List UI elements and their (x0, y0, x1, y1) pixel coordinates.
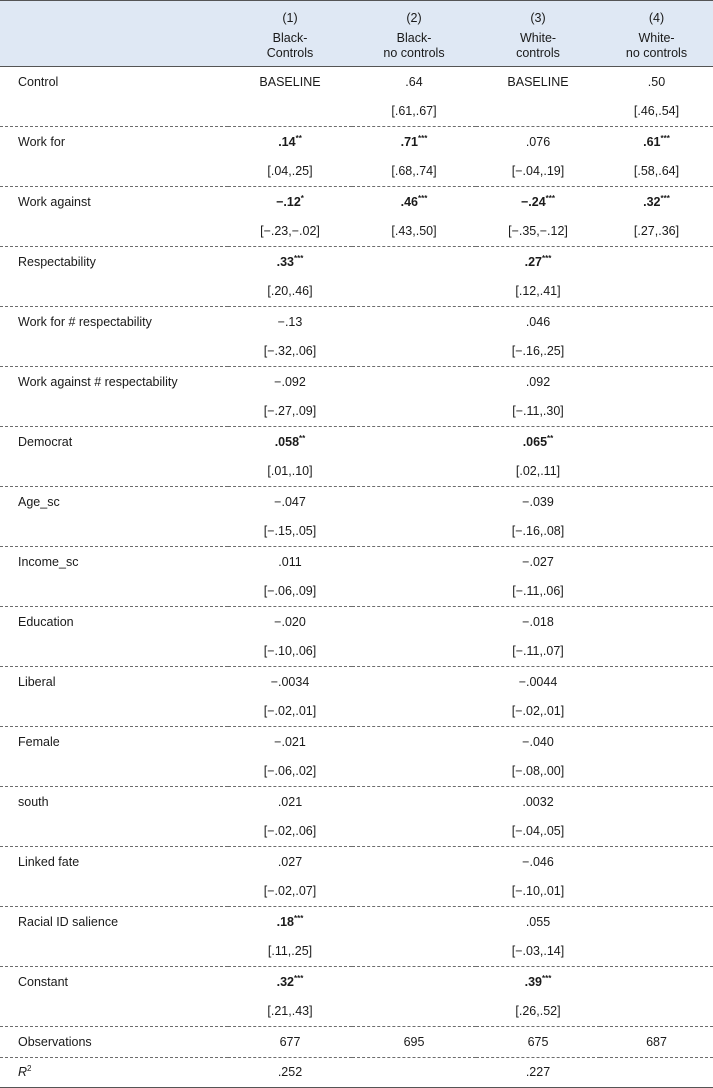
coefficient-value: −.12 (276, 194, 301, 209)
observations-row (0, 1027, 713, 1058)
r-squared-cell (600, 1057, 713, 1088)
coefficient-cell (228, 487, 352, 517)
confidence-interval-cell: [.43,.50] (352, 217, 476, 247)
confidence-interval-cell: [−.10,.06] (228, 637, 352, 667)
row-label: Age_sc (18, 494, 60, 509)
row-label: south (18, 794, 49, 809)
coefficient-cell (228, 787, 352, 817)
row-label: Work for # respectability (18, 314, 152, 329)
coefficient-value: −.046 (522, 854, 554, 869)
significance-stars: *** (660, 133, 670, 143)
table-row (0, 847, 713, 877)
r-squared-symbol: R (18, 1065, 28, 1080)
coefficient-value: .14 (278, 134, 296, 149)
row-label: Democrat (18, 434, 73, 449)
row-label: Female (18, 734, 60, 749)
coefficient-value: .092 (525, 374, 551, 389)
table-row (0, 277, 713, 307)
column-number: (3) (530, 11, 546, 25)
column-spec: no controls (383, 46, 445, 60)
coefficient-cell (352, 907, 476, 937)
row-label-empty (0, 397, 228, 427)
row-label-empty (0, 337, 228, 367)
confidence-interval-cell (600, 997, 713, 1027)
confidence-interval-cell (600, 517, 713, 547)
significance-stars: *** (542, 973, 552, 983)
coefficient-value: −.0044 (518, 674, 558, 689)
row-label-empty (0, 757, 228, 787)
observations-cell: 695 (352, 1027, 476, 1058)
coefficient-cell (352, 847, 476, 877)
confidence-interval-cell (600, 457, 713, 487)
coefficient-value: −.018 (522, 614, 554, 629)
confidence-interval-cell: [−.02,.06] (228, 817, 352, 847)
column-group: Black- (272, 31, 308, 45)
coefficient-cell (228, 727, 352, 757)
confidence-interval-cell: [−.11,.07] (476, 637, 600, 667)
coefficient-value: .46 (400, 194, 419, 209)
coefficient-cell (476, 667, 600, 697)
coefficient-cell (228, 307, 352, 337)
confidence-interval-cell: [.04,.25] (228, 157, 352, 187)
coefficient-cell (352, 67, 476, 97)
confidence-interval-cell (600, 817, 713, 847)
coefficient-cell (600, 307, 713, 337)
coefficient-cell (476, 367, 600, 397)
coefficient-cell (600, 727, 713, 757)
row-label-empty (0, 157, 228, 187)
table-row (0, 217, 713, 247)
confidence-interval-cell (600, 877, 713, 907)
coefficient-cell (600, 787, 713, 817)
significance-stars: *** (545, 193, 556, 203)
column-number: (2) (406, 11, 422, 25)
coefficient-value: .021 (277, 794, 303, 809)
confidence-interval-cell: [−.16,.25] (476, 337, 600, 367)
table-row (0, 997, 713, 1027)
column-group: White- (519, 31, 557, 45)
coefficient-cell (476, 127, 600, 157)
r-squared-cell: .252 (228, 1057, 352, 1088)
coefficient-cell (600, 127, 713, 157)
coefficient-cell (228, 247, 352, 277)
coefficient-cell (476, 787, 600, 817)
coefficient-value: BASELINE (507, 74, 569, 89)
coefficient-value: .32 (276, 974, 295, 989)
table-header (0, 1, 713, 67)
confidence-interval-cell: [−.04,.05] (476, 817, 600, 847)
confidence-interval-cell: [.61,.67] (352, 97, 476, 127)
coefficient-value: .61 (643, 134, 661, 149)
confidence-interval-cell: [.21,.43] (228, 997, 352, 1027)
coefficient-cell (476, 907, 600, 937)
coefficient-cell (600, 247, 713, 277)
column-spec: controls (516, 46, 560, 60)
table-row (0, 127, 713, 157)
row-label-empty (0, 637, 228, 667)
coefficient-value: −.24 (520, 194, 546, 209)
coefficient-value: BASELINE (259, 74, 321, 89)
coefficient-value: .055 (525, 914, 551, 929)
coefficient-value: −.021 (274, 734, 306, 749)
table-row (0, 817, 713, 847)
significance-stars: *** (660, 193, 670, 203)
table-row (0, 787, 713, 817)
coefficient-cell (476, 847, 600, 877)
row-label: Control (18, 74, 59, 89)
coefficient-cell (476, 487, 600, 517)
table-row (0, 187, 713, 217)
coefficient-cell (352, 367, 476, 397)
header-row (0, 1, 713, 67)
confidence-interval-cell: [−.02,.01] (228, 697, 352, 727)
confidence-interval-cell (228, 97, 352, 127)
row-label: Work against # respectability (18, 374, 178, 389)
table-row (0, 877, 713, 907)
row-label-empty (0, 877, 228, 907)
row-label: Constant (18, 974, 69, 989)
confidence-interval-cell (352, 637, 476, 667)
confidence-interval-cell (476, 97, 600, 127)
confidence-interval-cell: [−.27,.09] (228, 397, 352, 427)
header-label-cell (0, 1, 228, 67)
confidence-interval-cell (352, 997, 476, 1027)
row-label-empty (0, 697, 228, 727)
coefficient-cell (600, 187, 713, 217)
confidence-interval-cell (352, 697, 476, 727)
row-label: Respectability (18, 254, 96, 269)
confidence-interval-cell: [−.11,.06] (476, 577, 600, 607)
confidence-interval-cell: [−.06,.09] (228, 577, 352, 607)
coefficient-value: .058 (274, 434, 300, 449)
significance-stars: *** (542, 253, 552, 263)
table-row (0, 487, 713, 517)
coefficient-cell (600, 547, 713, 577)
table-row (0, 667, 713, 697)
coefficient-value: .32 (643, 194, 661, 209)
table-row (0, 757, 713, 787)
coefficient-cell (476, 67, 600, 97)
coefficient-value: −.092 (274, 374, 306, 389)
significance-stars: ** (299, 433, 306, 443)
coefficient-value: .027 (277, 854, 303, 869)
table-row (0, 247, 713, 277)
coefficient-value: −.027 (522, 554, 554, 569)
coefficient-value: −.020 (274, 614, 306, 629)
row-label-empty (0, 457, 228, 487)
coefficient-cell (476, 427, 600, 457)
coefficient-cell (600, 487, 713, 517)
significance-stars: *** (418, 133, 428, 143)
coefficient-cell (352, 607, 476, 637)
coefficient-cell (600, 847, 713, 877)
coefficient-value: .011 (278, 554, 302, 569)
coefficient-cell (600, 967, 713, 997)
confidence-interval-cell (600, 337, 713, 367)
coefficient-value: −.13 (277, 314, 303, 329)
significance-stars: ** (547, 433, 554, 443)
row-label-empty (0, 937, 228, 967)
coefficient-cell (228, 667, 352, 697)
coefficient-cell (352, 247, 476, 277)
confidence-interval-cell: [−.16,.08] (476, 517, 600, 547)
row-label: Income_sc (18, 554, 79, 569)
significance-stars: * (300, 193, 304, 203)
coefficient-cell (228, 427, 352, 457)
table-row (0, 307, 713, 337)
column-number: (4) (648, 11, 665, 25)
coefficient-cell (476, 967, 600, 997)
coefficient-cell (228, 367, 352, 397)
coefficient-cell (352, 187, 476, 217)
confidence-interval-cell (600, 577, 713, 607)
coefficient-cell (352, 727, 476, 757)
column-group: White- (638, 31, 675, 45)
confidence-interval-cell (600, 397, 713, 427)
confidence-interval-cell (352, 577, 476, 607)
row-label (0, 1057, 228, 1088)
coefficient-cell (352, 667, 476, 697)
confidence-interval-cell: [−.06,.02] (228, 757, 352, 787)
coefficient-cell (352, 427, 476, 457)
confidence-interval-cell: [−.04,.19] (476, 157, 600, 187)
table-row (0, 457, 713, 487)
r-squared-cell: .227 (476, 1057, 600, 1088)
coefficient-value: −.039 (522, 494, 554, 509)
coefficient-cell (476, 187, 600, 217)
confidence-interval-cell: [−.02,.01] (476, 697, 600, 727)
coefficient-cell (352, 787, 476, 817)
confidence-interval-cell: [−.35,−.12] (476, 217, 600, 247)
coefficient-cell (228, 607, 352, 637)
table-row (0, 697, 713, 727)
coefficient-cell (476, 727, 600, 757)
column-spec: Controls (266, 46, 314, 60)
r-squared-exponent: 2 (27, 1064, 32, 1074)
row-label-empty (0, 517, 228, 547)
confidence-interval-cell (600, 937, 713, 967)
coefficient-cell (228, 187, 352, 217)
table-body (0, 67, 713, 1088)
table-row (0, 67, 713, 97)
table-row (0, 727, 713, 757)
table-row (0, 427, 713, 457)
column-group: Black- (396, 31, 432, 45)
table-row (0, 907, 713, 937)
confidence-interval-cell (600, 757, 713, 787)
significance-stars: *** (294, 253, 304, 263)
coefficient-cell (476, 607, 600, 637)
row-label: Observations (0, 1027, 228, 1058)
table-row (0, 157, 713, 187)
confidence-interval-cell: [.02,.11] (476, 457, 600, 487)
row-label: Work against (18, 194, 91, 209)
r-squared-row (0, 1057, 713, 1088)
table-row (0, 97, 713, 127)
column-header-4 (600, 1, 713, 67)
coefficient-cell (352, 967, 476, 997)
confidence-interval-cell: [−.32,.06] (228, 337, 352, 367)
coefficient-cell (352, 487, 476, 517)
confidence-interval-cell: [−.08,.00] (476, 757, 600, 787)
confidence-interval-cell (600, 277, 713, 307)
coefficient-value: .076 (525, 134, 551, 149)
coefficient-value: .065 (522, 434, 548, 449)
confidence-interval-cell: [.46,.54] (600, 97, 713, 127)
confidence-interval-cell: [−.10,.01] (476, 877, 600, 907)
row-label-empty (0, 97, 228, 127)
coefficient-cell (600, 607, 713, 637)
confidence-interval-cell (352, 277, 476, 307)
observations-cell: 677 (228, 1027, 352, 1058)
confidence-interval-cell (352, 937, 476, 967)
confidence-interval-cell: [−.23,−.02] (228, 217, 352, 247)
coefficient-value: −.047 (274, 494, 306, 509)
table-row (0, 637, 713, 667)
confidence-interval-cell: [.26,.52] (476, 997, 600, 1027)
column-header-2 (352, 1, 476, 67)
coefficient-cell (476, 307, 600, 337)
coefficient-cell (228, 847, 352, 877)
coefficient-cell (228, 907, 352, 937)
table-row (0, 367, 713, 397)
column-header-1 (228, 1, 352, 67)
confidence-interval-cell: [−.15,.05] (228, 517, 352, 547)
table-row (0, 547, 713, 577)
confidence-interval-cell: [−.11,.30] (476, 397, 600, 427)
row-label-empty (0, 997, 228, 1027)
confidence-interval-cell (352, 397, 476, 427)
coefficient-cell (476, 247, 600, 277)
row-label-empty (0, 817, 228, 847)
column-number: (1) (282, 11, 298, 25)
confidence-interval-cell: [.27,.36] (600, 217, 713, 247)
coefficient-cell (228, 67, 352, 97)
coefficient-cell (600, 907, 713, 937)
confidence-interval-cell: [.58,.64] (600, 157, 713, 187)
coefficient-cell (600, 427, 713, 457)
confidence-interval-cell: [.12,.41] (476, 277, 600, 307)
row-label: Education (18, 614, 74, 629)
confidence-interval-cell (352, 817, 476, 847)
coefficient-value: .64 (405, 74, 423, 89)
observations-cell: 675 (476, 1027, 600, 1058)
significance-stars: ** (295, 133, 302, 143)
confidence-interval-cell (352, 457, 476, 487)
table-row (0, 607, 713, 637)
column-header-3 (476, 1, 600, 67)
table-row (0, 517, 713, 547)
confidence-interval-cell: [−.02,.07] (228, 877, 352, 907)
column-spec: no controls (625, 46, 688, 60)
r-squared-cell (352, 1057, 476, 1088)
observations-cell: 687 (600, 1027, 713, 1058)
confidence-interval-cell: [−.03,.14] (476, 937, 600, 967)
table-row (0, 967, 713, 997)
coefficient-value: .046 (525, 314, 551, 329)
coefficient-cell (600, 67, 713, 97)
confidence-interval-cell: [.01,.10] (228, 457, 352, 487)
confidence-interval-cell (352, 337, 476, 367)
table-row (0, 577, 713, 607)
coefficient-cell (352, 307, 476, 337)
coefficient-value: .27 (524, 254, 543, 269)
coefficient-cell (228, 547, 352, 577)
confidence-interval-cell (600, 697, 713, 727)
coefficient-value: .33 (276, 254, 295, 269)
coefficient-cell (228, 967, 352, 997)
significance-stars: *** (294, 973, 304, 983)
confidence-interval-cell: [.11,.25] (228, 937, 352, 967)
coefficient-value: −.0034 (270, 674, 310, 689)
table-row (0, 337, 713, 367)
coefficient-cell (352, 547, 476, 577)
coefficient-cell (600, 367, 713, 397)
row-label: Racial ID salience (18, 914, 119, 929)
confidence-interval-cell (600, 637, 713, 667)
significance-stars: *** (294, 913, 304, 923)
confidence-interval-cell (352, 757, 476, 787)
row-label: Work for (18, 134, 65, 149)
coefficient-value: .71 (400, 134, 419, 149)
coefficient-value: .50 (647, 74, 666, 89)
coefficient-cell (352, 127, 476, 157)
coefficient-cell (600, 667, 713, 697)
confidence-interval-cell (352, 877, 476, 907)
significance-stars: *** (418, 193, 428, 203)
row-label: Linked fate (18, 854, 80, 869)
coefficient-value: .18 (276, 914, 295, 929)
table-row (0, 937, 713, 967)
coefficient-cell (476, 547, 600, 577)
confidence-interval-cell: [.68,.74] (352, 157, 476, 187)
row-label-empty (0, 577, 228, 607)
confidence-interval-cell (352, 517, 476, 547)
row-label: Liberal (18, 674, 56, 689)
coefficient-value: .39 (524, 974, 543, 989)
coefficient-value: −.040 (522, 734, 554, 749)
coefficient-cell (228, 127, 352, 157)
confidence-interval-cell: [.20,.46] (228, 277, 352, 307)
row-label-empty (0, 277, 228, 307)
table-row (0, 397, 713, 427)
coefficient-value: .0032 (522, 794, 554, 809)
row-label-empty (0, 217, 228, 247)
